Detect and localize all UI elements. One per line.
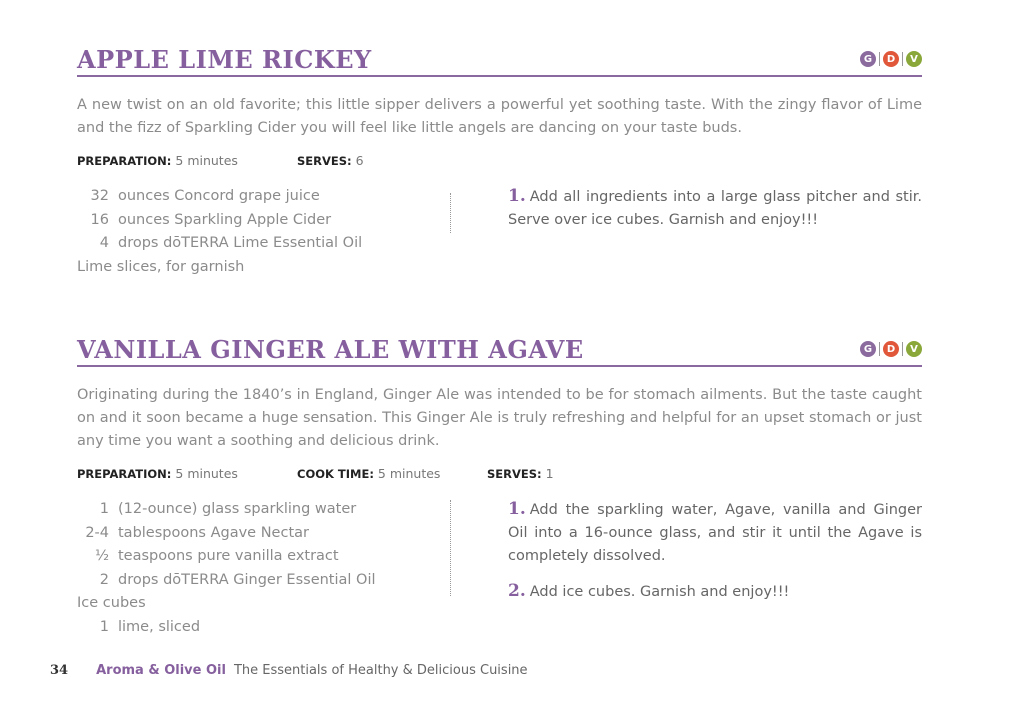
recipe-apple-lime-rickey [77,44,922,285]
ingredient-item [77,256,437,280]
book-title: Aroma & Olive Oil [96,663,226,678]
ingredient-desc: ounces Concord grape juice [118,188,320,204]
ingredient-desc: lime, sliced [118,618,201,635]
column-divider [450,500,451,596]
ingredient-item [77,545,437,569]
step-number: 1. [508,186,526,206]
ingredient-qty: 32 [90,188,109,204]
step-text: Add all ingredients into a large glass pitcher and stir. Serve over ice cubes. Garnish and enjoy!!! [508,189,922,228]
step-text: Add ice cubes. Garnish and enjoy!!! [529,584,790,600]
step-item [508,498,922,568]
step-item [508,185,922,232]
ingredient-desc: Lime slices, for garnish [77,258,245,275]
meta-value: 6 [355,153,364,168]
badge-separator [879,52,880,66]
ingredient-desc: (12-ounce) glass sparkling water [118,501,357,517]
ingredient-qty: 2-4 [85,524,109,541]
badge-separator [902,52,903,66]
ingredients-list [77,185,437,279]
recipe-meta [77,153,922,171]
recipe-intro: A new twist on an old favorite; this little sipper delivers a powerful yet soothing taste. With the zingy flavor of Lime and the fizz of Sparkling Cider you will feel like little angels are dancing on your taste buds. [77,97,922,136]
ingredient-qty: 2 [99,571,109,588]
meta-label: SERVES: [487,467,542,481]
ingredient-item [77,616,437,640]
recipe-body [77,498,922,648]
ingredient-desc: drops dōTERRA Lime Essential Oil [118,235,363,251]
meta-value: 1 [545,466,554,481]
meta-label: COOK TIME: [297,467,374,481]
meta-label: PREPARATION: [77,467,172,481]
ingredient-item [77,522,437,546]
vegan-badge-icon: V [906,341,922,357]
vegan-badge-icon: V [906,51,922,67]
step-item [508,580,922,604]
ingredient-desc: ounces Sparkling Apple Cider [118,211,332,228]
ingredient-item [77,232,437,256]
meta-serves [487,466,554,481]
meta-serves [297,153,364,168]
step-number: 1. [508,499,526,519]
recipe-meta [77,466,922,484]
ingredient-item [77,185,437,209]
diet-badges [860,341,922,357]
meta-cook-time [297,466,440,481]
recipe-title: VANILLA GINGER ALE WITH AGAVE [77,335,584,364]
meta-value: 5 minutes [175,153,238,168]
gluten-free-badge-icon: G [860,341,876,357]
page-footer [50,663,528,678]
book-subtitle: The Essentials of Healthy & Delicious Cuisine [233,663,528,678]
ingredient-qty: 4 [99,235,109,251]
ingredient-qty: ½ [94,548,109,564]
ingredient-item [77,209,437,233]
meta-label: PREPARATION: [77,154,172,168]
recipe-intro: Originating during the 1840’s in England, Ginger Ale was intended to be for stomach ailments. But the taste caught on and it soon became a huge sensation. This Ginger Ale is truly refreshing and helpful for an upset stomach or just any time you want a soothing and delicious drink. [77,387,922,449]
ingredient-desc: tablespoons Agave Nectar [118,524,309,541]
ingredient-desc: teaspoons pure vanilla extract [118,548,339,564]
steps-list [508,498,922,616]
badge-separator [902,342,903,356]
dairy-free-badge-icon: D [883,51,899,67]
ingredient-item [77,569,437,593]
ingredient-item [77,592,437,616]
meta-value: 5 minutes [175,466,238,481]
ingredient-desc: Ice cubes [77,595,146,611]
meta-label: SERVES: [297,154,352,168]
recipe-title-row [77,44,922,77]
recipe-vanilla-ginger-ale [77,334,922,648]
ingredients-list [77,498,437,639]
ingredient-qty: 16 [90,211,109,228]
ingredient-qty: 1 [99,501,109,517]
step-text: Add the sparkling water, Agave, vanilla and Ginger Oil into a 16-ounce glass, and stir it until the Agave is completely dissolved. [508,502,922,564]
steps-list [508,185,922,244]
column-divider [450,193,451,233]
meta-value: 5 minutes [377,466,441,481]
dairy-free-badge-icon: D [883,341,899,357]
ingredient-qty: 1 [99,618,109,635]
recipe-title: APPLE LIME RICKEY [77,45,372,74]
diet-badges [860,51,922,67]
ingredient-item [77,498,437,522]
recipe-title-row [77,334,922,367]
meta-preparation [77,153,238,168]
badge-separator [879,342,880,356]
meta-preparation [77,466,238,481]
gluten-free-badge-icon: G [860,51,876,67]
step-number: 2. [508,581,526,601]
ingredient-desc: drops dōTERRA Ginger Essential Oil [118,571,376,588]
recipe-body [77,185,922,285]
page-number: 34 [50,663,69,678]
